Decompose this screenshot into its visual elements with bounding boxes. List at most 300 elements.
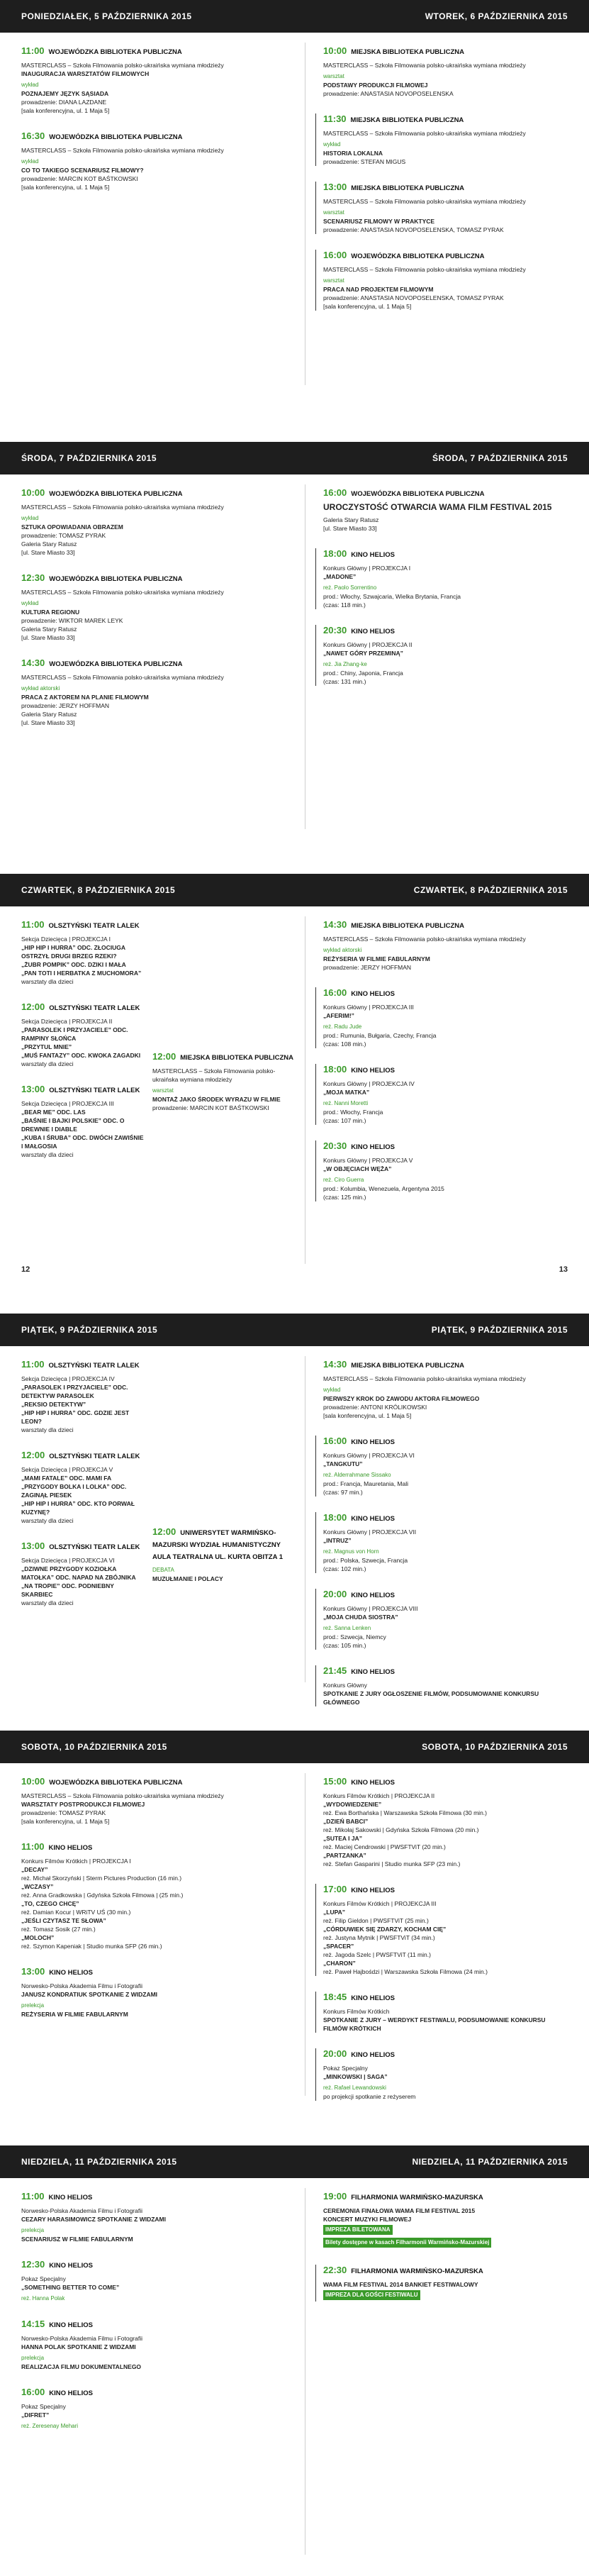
event-entry: [21, 1450, 145, 1525]
event-detail: warsztaty dla dzieci: [21, 1060, 74, 1067]
day-title-left: NIEDZIELA, 11 PAŹDZIERNIKA 2015: [21, 2157, 177, 2167]
event-detail: [sala konferencyjna, ul. 1 Maja 5]: [21, 184, 110, 191]
event-detail: reż. Maciej Cendrowski | PWSFTViT (20 min.): [323, 1843, 446, 1850]
event-title: REALIZACJA FILMU DOKUMENTALNEGO: [21, 2363, 142, 2370]
event-detail: [ul. Stare Miasto 33]: [323, 525, 377, 532]
event-title: „NA TROPIE” ODC. PODNIEBNY SKARBIEC: [21, 1582, 114, 1598]
event-title: WARSZTATY POSTPRODUKCJI FILMOWEJ: [21, 1801, 145, 1808]
event-detail: prowadzenie: MARCIN KOT BAŚTKOWSKI: [21, 175, 138, 182]
event-detail: Galeria Stary Ratusz: [21, 711, 77, 718]
event-header: [21, 1540, 145, 1553]
event-detail: prod.: Chiny, Japonia, Francja: [323, 670, 403, 677]
event-venue: KINO HELIOS: [49, 1969, 94, 1977]
event-title: „SUTEA I JA”: [323, 1835, 362, 1842]
event-label: warsztat: [323, 209, 344, 216]
event-venue: KINO HELIOS: [351, 1887, 396, 1894]
event-detail: Sekcja Dziecięca | PROJEKCJA VI: [21, 1557, 115, 1564]
event-entry: [21, 1359, 145, 1434]
event-header: [21, 1966, 269, 1979]
event-label: reż. Ciro Guerra: [323, 1177, 364, 1183]
event-detail: reż. Filip Gieldon | PWSFTViT (25 min.): [323, 1917, 429, 1924]
event-header: [323, 625, 571, 638]
day-title-left: PONIEDZIAŁEK, 5 PAŹDZIERNIKA 2015: [21, 11, 192, 21]
event-label: wykład: [323, 141, 341, 148]
event-header: [21, 1776, 269, 1789]
event-header: [323, 182, 571, 194]
event-time: 13:00: [21, 1540, 45, 1551]
event-detail: MASTERCLASS – Szkoła Filmowania polsko-ukraińska wymiana młodzieży: [323, 266, 526, 273]
event-entry: [21, 1001, 145, 1068]
event-time: 14:30: [323, 919, 347, 930]
day-header-band: [0, 1731, 589, 1763]
day-title-left: PIĄTEK, 9 PAŹDZIERNIKA 2015: [21, 1325, 158, 1335]
event-entry: [21, 572, 269, 642]
event-label: warsztat: [323, 277, 344, 284]
event-venue: MIEJSKA BIBLIOTEKA PUBLICZNA: [351, 184, 464, 192]
right-column: [323, 919, 571, 1217]
event-header: [152, 1051, 294, 1064]
event-detail: prowadzenie: TOMASZ PYRAK: [21, 1809, 106, 1816]
event-detail: (czas: 131 min.): [323, 678, 366, 685]
event-time: 16:00: [323, 1436, 347, 1446]
programme-page: [0, 0, 589, 406]
event-header: [323, 1512, 571, 1525]
event-title: INAUGURACJA WARSZTATÓW FILMOWYCH: [21, 70, 150, 77]
event-time: 18:00: [323, 1512, 347, 1523]
event-detail: Sekcja Dziecięca | PROJEKCJA II: [21, 1018, 113, 1025]
event-detail: Galeria Stary Ratusz: [21, 540, 77, 548]
event-title: MONTAŻ JAKO ŚRODEK WYRAZU W FILMIE: [152, 1096, 281, 1103]
event-label: wykład aktorski: [323, 947, 362, 953]
event-header: [323, 1884, 571, 1897]
event-detail: Konkurs Główny | PROJEKCJA III: [323, 1004, 414, 1011]
event-label: wykład aktorski: [21, 685, 60, 692]
event-title: PRACA NAD PROJEKTEM FILMOWYM: [323, 286, 434, 293]
event-header: [21, 2191, 269, 2204]
event-entry: [152, 1051, 294, 1112]
event-venue: KINO HELIOS: [49, 2389, 94, 2397]
event-title: „PARASOLEK I PRZYJACIELE” ODC. DETEKTYW PARASOLEK: [21, 1384, 128, 1399]
page-number-left: 12: [21, 1265, 30, 1274]
event-entry: [315, 987, 571, 1048]
event-title: „PARTZANKA”: [323, 1852, 366, 1859]
event-title: SPOTKANIE Z JURY – WERDYKT FESTIWALU, PODSUMOWANIE KONKURSU FILMÓW KRÓTKICH: [323, 2016, 546, 2032]
programme-page: [0, 1314, 589, 1704]
event-detail: warsztaty dla dzieci: [21, 1517, 74, 1524]
event-header: [21, 1001, 145, 1014]
event-label: reż. Rafael Lewandowski: [323, 2084, 386, 2091]
right-column: [323, 45, 571, 326]
event-detail: [ul. Stare Miasto 33]: [21, 634, 75, 641]
event-venue: KINO HELIOS: [49, 2262, 94, 2270]
event-venue: WOJEWÓDZKA BIBLIOTEKA PUBLICZNA: [49, 1779, 183, 1787]
event-title: „DZIEŃ BABCI”: [323, 1818, 369, 1825]
day-header-band: [0, 1314, 589, 1346]
day-title-right: SOBOTA, 10 PAŹDZIERNIKA 2015: [422, 1742, 568, 1752]
event-title: „MOJA MATKA”: [323, 1089, 370, 1096]
event-venue: OLSZTYŃSKI TEATR LALEK: [48, 922, 140, 930]
event-detail: prowadzenie: MARCIN KOT BAŚTKOWSKI: [152, 1104, 269, 1111]
event-time: 16:00: [323, 487, 347, 498]
event-detail: (czas: 108 min.): [323, 1040, 366, 1048]
event-header: [323, 987, 571, 1000]
event-detail: prowadzenie: ANASTASIA NOVOPOSELENSKA, TOMASZ PYRAK: [323, 294, 504, 301]
event-detail: prowadzenie: JERZY HOFFMAN: [323, 964, 412, 971]
event-entry: [315, 1512, 571, 1573]
event-entry: [315, 1992, 571, 2033]
event-highlight: IMPREZA DLA GOŚCI FESTIWALU: [323, 2290, 420, 2300]
event-detail: (czas: 97 min.): [323, 1489, 363, 1496]
event-venue: KINO HELIOS: [351, 1143, 396, 1151]
event-venue: OLSZTYŃSKI TEATR LALEK: [48, 1362, 140, 1370]
event-title: „HIP HIP I HURRA” ODC. ZŁOCIUGA OSTRZYŁ DRUGI BRZEG RZEKI?: [21, 944, 125, 960]
event-venue: MIEJSKA BIBLIOTEKA PUBLICZNA: [180, 1054, 293, 1062]
event-entry: [21, 2387, 269, 2431]
event-title: „MUŚ FANTAZY” ODC. KWOKA ZAGADKI: [21, 1052, 141, 1059]
event-header: [323, 1992, 571, 2004]
event-detail: prowadzenie: ANTONI KRÓLIKOWSKI: [323, 1404, 427, 1411]
event-title: REŻYSERIA W FILMIE FABULARNYM: [21, 2011, 128, 2018]
right-column: [323, 2191, 571, 2317]
event-title: „W OBJĘCIACH WĘŻA”: [323, 1165, 392, 1172]
event-detail: Pokaz Specjalny: [323, 2065, 368, 2072]
event-entry: [21, 45, 269, 115]
event-detail: Norwesko-Polska Akademia Filmu i Fotografii: [21, 2335, 143, 2342]
left-column: [21, 1359, 145, 1623]
event-header: [21, 1450, 145, 1462]
event-detail: prowadzenie: TOMASZ PYRAK: [21, 532, 106, 539]
event-time: 12:00: [152, 1051, 176, 1062]
event-venue: MIEJSKA BIBLIOTEKA PUBLICZNA: [351, 48, 464, 56]
event-header: [21, 2319, 269, 2331]
event-detail: Galeria Stary Ratusz: [323, 516, 379, 523]
event-entry: [21, 1841, 269, 1950]
event-title: SCENARIUSZ W FILMIE FABULARNYM: [21, 2236, 133, 2243]
event-label: reż. Zeresenay Mehari: [21, 2423, 79, 2429]
event-title: CEZARY HARASIMOWICZ SPOTKANIE Z WIDZAMI: [21, 2216, 166, 2223]
event-header: [323, 113, 571, 126]
event-label: DEBATA: [152, 1567, 174, 1573]
event-venue: MIEJSKA BIBLIOTEKA PUBLICZNA: [350, 116, 464, 124]
event-detail: warsztaty dla dzieci: [21, 1599, 74, 1606]
event-time: 15:00: [323, 1776, 347, 1787]
event-title: „HIP HIP I HURRA” ODC. KTO PORWAŁ KUZYNĘ?: [21, 1500, 135, 1516]
programme-page: [0, 2145, 589, 2576]
event-venue: KINO HELIOS: [48, 2194, 93, 2202]
event-entry: [315, 548, 571, 609]
event-title: „NAWET GÓRY PRZEMINĄ”: [323, 650, 403, 657]
day-title-right: WTOREK, 6 PAŹDZIERNIKA 2015: [425, 11, 568, 21]
event-title: „SPACER”: [323, 1943, 354, 1950]
event-venue: KINO HELIOS: [351, 1592, 396, 1599]
event-title: „DIFRET”: [21, 2411, 50, 2419]
event-entry: [21, 2191, 269, 2243]
event-title: „LUPA”: [323, 1909, 346, 1916]
event-venue: FILHARMONIA WARMIŃSKO-MAZURSKA: [351, 2267, 483, 2275]
event-entry: [21, 487, 269, 557]
event-title: „PARASOLEK I PRZYJACIELE” ODC. RAMPINY SŁOŃCA: [21, 1026, 128, 1042]
middle-column: [152, 1051, 294, 1128]
event-title: „CHARON”: [323, 1960, 356, 1967]
event-entry: [323, 1359, 571, 1420]
event-label: reż. Sanna Lenken: [323, 1625, 371, 1631]
event-detail: Norwesko-Polska Akademia Filmu i Fotografii: [21, 2207, 143, 2214]
event-header: [323, 487, 571, 500]
event-header: [323, 1436, 571, 1448]
event-label: wykład: [21, 600, 39, 606]
day-header-band: [0, 442, 589, 474]
event-detail: MASTERCLASS – Szkoła Filmowania polsko-ukraińska wymiana młodzieży: [21, 589, 224, 596]
event-venue: KINO HELIOS: [351, 990, 396, 998]
event-time: 18:45: [323, 1992, 347, 2002]
event-detail: prod.: Rumunia, Bułgaria, Czechy, Francja: [323, 1032, 437, 1039]
day-title-right: CZWARTEK, 8 PAŹDZIERNIKA 2015: [413, 885, 568, 895]
event-time: 12:30: [21, 572, 45, 583]
event-detail: reż. Paweł Hajbośdzi | Warszawska Szkoła Filmowa (24 min.): [323, 1968, 488, 1975]
event-title: SCENARIUSZ FILMOWY W PRAKTYCE: [323, 218, 435, 225]
event-header: [323, 2048, 571, 2061]
event-label: reż. Radu Jude: [323, 1023, 362, 1030]
event-time: 18:00: [323, 1064, 347, 1075]
event-title: CO TO TAKIEGO SCENARIUSZ FILMOWY?: [21, 167, 144, 174]
event-title: „WYDOWIEDZENIE”: [323, 1801, 382, 1808]
middle-column: [152, 1526, 294, 1599]
event-venue: WOJEWÓDZKA BIBLIOTEKA PUBLICZNA: [49, 133, 183, 141]
event-venue: OLSZTYŃSKI TEATR LALEK: [49, 1004, 140, 1012]
event-label: warsztat: [323, 73, 344, 79]
event-highlight: IMPREZA BILETOWANA: [323, 2225, 393, 2235]
event-detail: (czas: 125 min.): [323, 1194, 366, 1201]
left-column: [21, 487, 269, 743]
event-detail: prod.: Włochy, Francja: [323, 1109, 383, 1116]
event-entry: [21, 1540, 145, 1607]
event-title: HANNA POLAK SPOTKANIE Z WIDZAMI: [21, 2343, 136, 2350]
event-venue: KINO HELIOS: [351, 1515, 396, 1523]
event-header: [323, 1140, 571, 1153]
event-detail: prod.: Włochy, Szwajcaria, Wielka Brytania, Francja: [323, 593, 461, 600]
event-venue: KINO HELIOS: [48, 1844, 93, 1852]
event-label: reż. Alderrahmane Sissako: [323, 1472, 391, 1478]
event-entry: [315, 1884, 571, 1976]
event-detail: reż. Anna Gradkowska | Gdyńska Szkoła Filmowa | (25 min.): [21, 1892, 184, 1899]
event-venue: KINO HELIOS: [351, 1668, 396, 1676]
event-time: 18:00: [323, 548, 347, 559]
event-time: 12:30: [21, 2259, 45, 2270]
event-detail: reż. Stefan Gasparini | Studio munka SFP (23 min.): [323, 1860, 461, 1867]
left-column: [21, 45, 269, 207]
event-title: „MADONE”: [323, 573, 357, 580]
event-detail: prod.: Kolumbia, Wenezuela, Argentyna 2015: [323, 1185, 444, 1192]
event-title: „PRZYGODY BOLKA I LOLKA” ODC. ZAGINĄŁ PIESEK: [21, 1483, 127, 1499]
event-entry: [323, 45, 571, 98]
event-label: wykład: [21, 515, 39, 521]
event-detail: reż. Szymon Kapeniak | Studio munka SFP (26 min.): [21, 1943, 162, 1950]
event-label: wykład: [323, 1387, 341, 1393]
event-header: [323, 1665, 571, 1678]
event-header: [21, 1084, 145, 1097]
event-detail: MASTERCLASS – Szkoła Filmowania polsko-ukraińska wymiana młodzieży: [323, 936, 526, 943]
event-entry: [21, 1966, 269, 2019]
event-detail: Konkurs Główny | PROJEKCJA II: [323, 641, 413, 648]
event-entry: [323, 2191, 571, 2249]
event-detail: (czas: 107 min.): [323, 1117, 366, 1124]
day-header-band: [0, 0, 589, 33]
event-detail: Konkurs Filmów Krótkich | PROJEKCJA I: [21, 1858, 131, 1865]
event-entry: [315, 1436, 571, 1497]
event-time: 10:00: [21, 1776, 45, 1787]
event-entry: [315, 1665, 571, 1706]
event-detail: prod.: Szwecja, Niemcy: [323, 1633, 386, 1640]
event-time: 11:00: [21, 919, 45, 930]
event-detail: MASTERCLASS – Szkoła Filmowania polsko-ukraińska wymiana młodzieży: [21, 504, 224, 511]
event-detail: Konkurs Główny: [323, 1682, 367, 1689]
event-title: „BEAR ME” ODC. LAS: [21, 1109, 86, 1116]
event-label: wykład: [21, 82, 39, 88]
event-entry: [323, 919, 571, 972]
day-header-band: [0, 874, 589, 906]
event-venue: OLSZTYŃSKI TEATR LALEK: [49, 1543, 140, 1551]
event-entry: [21, 2259, 269, 2303]
event-detail: prowadzenie: DIANA LAZDANE: [21, 99, 106, 106]
event-header: [21, 1359, 145, 1372]
left-column: [21, 2191, 269, 2446]
event-label: reż. Magnus von Horn: [323, 1548, 379, 1555]
event-entry: [21, 2319, 269, 2371]
event-title: „INTRUZ”: [323, 1537, 352, 1544]
day-title-left: ŚRODA, 7 PAŹDZIERNIKA 2015: [21, 453, 157, 463]
event-detail: Konkurs Główny | PROJEKCJA VII: [323, 1528, 417, 1536]
event-entry: [21, 919, 145, 986]
event-venue: WOJEWÓDZKA BIBLIOTEKA PUBLICZNA: [351, 490, 485, 498]
event-entry: [152, 1526, 294, 1583]
event-entry: [21, 131, 269, 191]
event-title: „PAN TOTI I HERBATKA Z MUCHOMORA”: [21, 970, 142, 977]
event-header: [21, 919, 145, 932]
event-detail: [ul. Stare Miasto 33]: [21, 549, 75, 556]
event-title: KULTURA REGIONU: [21, 609, 80, 616]
event-detail: reż. Mikołaj Sakowski | Gdyńska Szkoła Filmowa (20 min.): [323, 1826, 479, 1833]
event-venue: WOJEWÓDZKA BIBLIOTEKA PUBLICZNA: [351, 252, 485, 260]
event-entry: [315, 250, 571, 311]
event-header: [21, 572, 269, 585]
event-time: 11:00: [21, 2191, 45, 2202]
event-time: 14:30: [21, 657, 45, 668]
event-time: 13:00: [21, 1084, 45, 1094]
event-venue: KINO HELIOS: [351, 1067, 396, 1075]
event-detail: prod.: Polska, Szwecja, Francja: [323, 1557, 408, 1564]
event-title: CEREMONIA FINAŁOWA WAMA FILM FESTIVAL 2015: [323, 2207, 476, 2214]
event-time: 10:00: [323, 45, 347, 56]
event-detail: Konkurs Główny | PROJEKCJA VIII: [323, 1605, 418, 1612]
event-time: 12:00: [21, 1001, 45, 1012]
event-header: [21, 45, 269, 58]
event-title: „BAŚNIE I BAJKI POLSKIE” ODC. O DREWNIE I DIABLE: [21, 1117, 125, 1133]
event-detail: MASTERCLASS – Szkoła Filmowania polsko-ukraińska wymiana młodzieży: [21, 147, 224, 154]
event-title: „WCZASY”: [21, 1883, 54, 1890]
event-time: 11:00: [21, 1359, 45, 1370]
event-detail: MASTERCLASS – Szkoła Filmowania polsko-ukraińska wymiana młodzieży: [323, 198, 526, 205]
event-venue: WOJEWÓDZKA BIBLIOTEKA PUBLICZNA: [49, 575, 183, 583]
event-label: reż. Nanni Moretti: [323, 1100, 369, 1106]
event-time: 20:00: [323, 1589, 347, 1599]
event-detail: Konkurs Główny | PROJEKCJA VI: [323, 1452, 415, 1459]
event-detail: (czas: 102 min.): [323, 1565, 366, 1572]
event-detail: reż. Justyna Mytnik | PWSFTViT (34 min.): [323, 1934, 435, 1941]
event-header: [323, 919, 571, 932]
day-title-right: PIĄTEK, 9 PAŹDZIERNIKA 2015: [431, 1325, 568, 1335]
event-label: prelekcja: [21, 2227, 45, 2233]
event-detail: Konkurs Główny | PROJEKCJA I: [323, 565, 411, 572]
event-title: „MINKOWSKI | SAGA”: [323, 2073, 388, 2080]
event-label: prelekcja: [21, 2355, 45, 2361]
event-title: REŻYSERIA W FILMIE FABULARNYM: [323, 955, 430, 962]
event-venue: WOJEWÓDZKA BIBLIOTEKA PUBLICZNA: [49, 490, 183, 498]
event-title: „TANGKUTU”: [323, 1460, 363, 1467]
event-venue: KINO HELIOS: [351, 1438, 396, 1446]
event-title: PODSTAWY PRODUKCJI FILMOWEJ: [323, 82, 428, 89]
event-title: „SOMETHING BETTER TO COME”: [21, 2284, 120, 2291]
event-time: 13:00: [21, 1966, 45, 1977]
event-label: reż. Jia Zhang-ke: [323, 661, 367, 667]
event-entry: [21, 1776, 269, 1826]
event-detail: Sekcja Dziecięca | PROJEKCJA IV: [21, 1375, 115, 1382]
event-time: 16:30: [21, 131, 45, 141]
left-column: [21, 919, 145, 1175]
event-title: SPOTKANIE Z JURY OGŁOSZENIE FILMÓW, PODSUMOWANIE KONKURSU GŁÓWNEGO: [323, 1690, 539, 1706]
event-label: wykład: [21, 158, 39, 165]
event-detail: [sala konferencyjna, ul. 1 Maja 5]: [323, 1412, 412, 1419]
event-detail: reż. Tomasz Sosik (27 min.): [21, 1926, 96, 1933]
day-header-band: [0, 2145, 589, 2178]
event-time: 14:30: [323, 1359, 347, 1370]
event-title: „MAMI FATALE” ODC. MAMI FA: [21, 1475, 112, 1482]
event-detail: [sala konferencyjna, ul. 1 Maja 5]: [323, 303, 412, 310]
event-time: 11:00: [21, 1841, 45, 1852]
event-header: [323, 2191, 571, 2204]
event-detail: MASTERCLASS – Szkoła Filmowania polsko-ukraińska wymiana młodzieży: [21, 62, 224, 69]
event-title: WAMA FILM FESTIVAL 2014 BANKIET FESTIWALOWY: [323, 2281, 478, 2288]
event-title: „TO, CZEGO CHCĘ”: [21, 1900, 79, 1907]
event-time: 16:00: [323, 250, 347, 260]
event-title: „DECAY”: [21, 1866, 48, 1873]
event-venue: MIEJSKA BIBLIOTEKA PUBLICZNA: [351, 1362, 464, 1370]
event-header: [323, 1359, 571, 1372]
day-title-right: ŚRODA, 7 PAŹDZIERNIKA 2015: [432, 453, 568, 463]
event-detail: MASTERCLASS – Szkoła Filmowania polsko-ukraińska wymiana młodzieży: [323, 130, 526, 137]
event-title: „REKSIO DETEKTYW”: [21, 1401, 86, 1408]
event-detail: po projekcji spotkanie z reżyserem: [323, 2093, 416, 2100]
event-title: SZTUKA OPOWIADANIA OBRAZEM: [21, 523, 123, 531]
event-entry: [315, 113, 571, 166]
event-detail: prowadzenie: ANASTASIA NOVOPOSELENSKA: [323, 90, 454, 97]
event-entry: [315, 625, 571, 686]
event-detail: prowadzenie: WIKTOR MAREK LEYK: [21, 617, 123, 624]
day-title-left: CZWARTEK, 8 PAŹDZIERNIKA 2015: [21, 885, 176, 895]
right-column: [323, 1359, 571, 1722]
event-venue: KINO HELIOS: [351, 1779, 396, 1787]
event-header: [323, 1589, 571, 1601]
event-detail: warsztaty dla dzieci: [21, 1426, 74, 1433]
event-title: PIERWSZY KROK DO ZAWODU AKTORA FILMOWEGO: [323, 1395, 480, 1402]
programme-page: [0, 874, 589, 1285]
event-time: 17:00: [323, 1884, 347, 1894]
event-time: 10:00: [21, 487, 45, 498]
event-detail: MASTERCLASS – Szkoła Filmowania polsko-ukraińska wymiana młodzieży: [21, 1792, 224, 1799]
event-entry: [315, 2265, 571, 2302]
day-title-right: NIEDZIELA, 11 PAŹDZIERNIKA 2015: [412, 2157, 568, 2167]
event-time: 22:30: [323, 2265, 347, 2275]
event-label: reż. Hanna Polak: [21, 2295, 65, 2302]
